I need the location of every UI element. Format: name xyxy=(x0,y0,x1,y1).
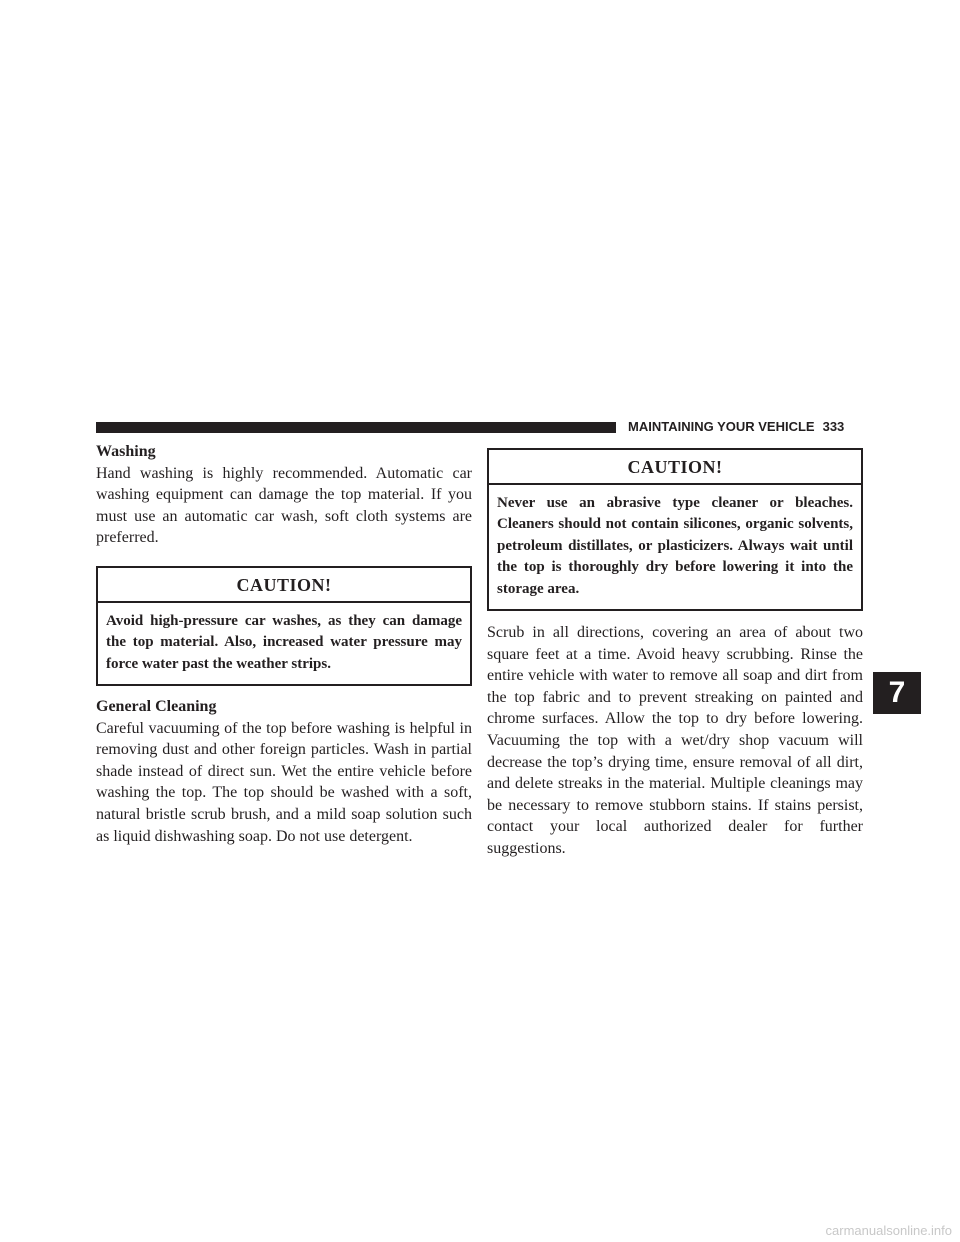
watermark: carmanualsonline.info xyxy=(825,1223,952,1238)
page-number: 333 xyxy=(822,419,845,434)
running-header xyxy=(628,418,864,436)
caution-box-washing xyxy=(96,566,472,686)
caution-title: CAUTION! xyxy=(98,568,470,603)
scrub-paragraph: Scrub in all directions, covering an area of about two square feet at a time. Avoid heavy scrubbing. Rinse the entire vehicle with water to remove all soap and dirt from the top fabric and to prevent streaking on painted and chrome surfaces. Allow the top to dry before lowering. Vacuuming the top with a wet/dry shop vacuum will decrease the top’s drying time, ensure removal of all dirt, and delete streaks in the material. Multiple cleanings may be necessary to remove stubborn stains. If stains persist, contact your local authorized dealer for further suggestions. xyxy=(487,624,863,858)
general-cleaning-paragraph: Careful vacuuming of the top before washing is helpful in removing dust and other foreign particles. Wash in partial shade instead of direct sun. Wet the entire vehicle before washing the top. The top should be washed with a soft, natural bristle scrub brush, and a mild soap solution such as liquid dishwashing soap. Do not use detergent. xyxy=(96,719,472,845)
caution-text: Avoid high-pressure car washes, as they can damage the top material. Also, increased water pressure may force water past the weather strips. xyxy=(106,612,462,672)
caution-text: Never use an abrasive type cleaner or bleaches. Cleaners should not contain silicones, organic solvents, petroleum distillates, or plasticizers. Always wait until the top is thoroughly dry before lowering it into the storage area. xyxy=(497,494,853,597)
header-rule xyxy=(96,422,616,433)
left-column xyxy=(96,441,472,847)
washing-paragraph: Hand washing is highly recommended. Automatic car washing equipment can damage the top material. If you must use an automatic car wash, soft cloth systems are preferred. xyxy=(96,464,472,547)
right-column xyxy=(487,448,863,860)
section-title: MAINTAINING YOUR VEHICLE xyxy=(628,419,815,434)
caution-title: CAUTION! xyxy=(489,450,861,485)
chapter-tab: 7 xyxy=(873,672,921,714)
general-cleaning-heading: General Cleaning xyxy=(96,698,217,716)
caution-box-cleaners xyxy=(487,448,863,611)
washing-heading: Washing xyxy=(96,443,156,460)
